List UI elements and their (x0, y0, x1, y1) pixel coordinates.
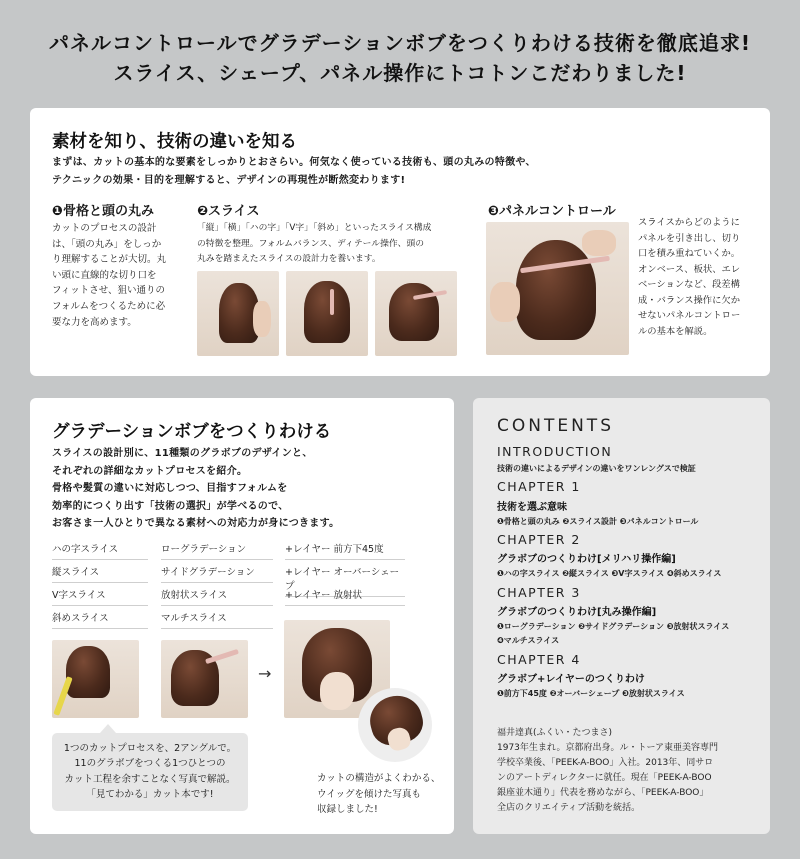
lead-line: 骨格や髪質の違いに対応しつつ、目指すフォルムを (52, 483, 288, 494)
contents-title: CONTENTS (497, 416, 614, 436)
lead-line: まずは、カットの基本的な要素をしっかりとおさらい。何気なく使っている技術も、頭の丸みの特徴や、 (52, 157, 536, 168)
contents-introduction-sub: 技術の違いによるデザインの違いをワンレングスで検証 (497, 464, 696, 473)
lead-line: テクニックの効果・目的を理解すると、デザインの再現性が断然変わります! (52, 175, 406, 186)
text-line: パネルを引き出し、切り (638, 232, 741, 244)
text-line: り理解することが大切。丸 (52, 254, 167, 266)
topic-skeleton-title: ❶骨格と頭の丸み (52, 204, 155, 219)
bio-line: 全店のクリエイティブ活動を統括。 (497, 803, 641, 813)
contents-chapter-3-items-2: ❹マルチスライス (497, 636, 560, 645)
caption-line: 収録しました! (317, 804, 378, 815)
bio-line: ンのアートディレクターに就任。現在「PEEK-A-BOO (497, 773, 712, 783)
list-item: 斜めスライス (52, 610, 148, 629)
contents-card (473, 398, 770, 834)
process-callout (52, 733, 248, 811)
contents-chapter-3: CHAPTER 3 (497, 585, 581, 600)
process-photo-2 (161, 640, 248, 718)
contents-chapter-1: CHAPTER 1 (497, 479, 581, 494)
wig-caption (317, 771, 447, 818)
contents-chapter-3-items: ❶ローグラデーション ❷サイドグラデーション ❸放射状スライス (497, 622, 730, 631)
lead-line: 効率的につくり出す「技術の選択」が学べるので、 (52, 500, 289, 512)
lead-line: スライスの設計別に、11種類のグラボブのデザインと、 (52, 448, 313, 459)
text-line: オンベース、板状、エレ (638, 263, 741, 275)
callout-line: 「見てわかる」カット本です! (86, 788, 214, 800)
callout-line: 1つのカットプロセスを、2アングルで。 (63, 743, 237, 754)
list-item: マルチスライス (161, 610, 273, 629)
bio-line: 銀座並木通り」代表を務めながら、「PEEK-A-BOO」 (497, 788, 709, 798)
bio-line: 1973年生まれ。京都府出身。ル・トーア東亜美容専門 (497, 743, 718, 753)
author-bio (497, 726, 767, 816)
contents-chapter-4: CHAPTER 4 (497, 652, 581, 667)
tilted-wig-photo (358, 688, 432, 762)
graduation-bob-title: グラデーションボブをつくりわける (52, 422, 332, 442)
text-line: の特徴を整理。フォルムバランス、ディテール操作、頭の (197, 238, 425, 249)
text-line: スライスからどのように (638, 217, 740, 228)
topic-panel-title: ❸パネルコントロール (488, 204, 616, 219)
mannequin-photo-2 (286, 271, 368, 356)
caption-line: ウイッグを傾けた写真も (317, 788, 422, 800)
text-line: ベーションなど、段差構 (638, 279, 740, 290)
hero-line-2: スライス、シェープ、パネル操作にトコトンこだわりました! (113, 61, 687, 85)
text-line: ルの基本を解説。 (638, 325, 713, 337)
hero-heading (0, 28, 800, 88)
text-line: フィットさせ、狙い通りの (52, 285, 165, 297)
contents-chapter-4-items: ❶前方下45度 ❷オーバーシェープ ❸放射状スライス (497, 689, 685, 698)
list-item: +レイヤー オーバーシェープ (285, 564, 405, 597)
text-line: は、「頭の丸み」をしっか (52, 238, 162, 250)
contents-chapter-2: CHAPTER 2 (497, 532, 581, 547)
list-item: +レイヤー 前方下45度 (285, 541, 405, 560)
mannequin-photo-1 (197, 271, 279, 356)
bio-line: 福井達真(ふくい・たつまさ) (497, 728, 613, 738)
arrow-icon: → (258, 664, 272, 683)
topic-skeleton-text (52, 221, 182, 330)
fundamentals-card (30, 108, 770, 376)
panel-control-photo (486, 222, 629, 355)
text-line: 「縦」「横」「ハの字」「V字」「斜め」といったスライス構成 (197, 223, 432, 233)
lead-line: お客さま一人ひとりで異なる素材への対応力が身につきます。 (52, 518, 340, 529)
text-line: 丸みを踏まえたスライスの設計力を養います。 (197, 254, 381, 265)
process-photo-1 (52, 640, 139, 718)
text-line: い頭に直線的な切り口を (52, 269, 157, 281)
hero-line-1: パネルコントロールでグラデーションボブをつくりわける技術を徹底追求! (49, 31, 751, 55)
contents-chapter-2-items: ❶ハの字スライス ❷縦スライス ❸V字スライス ❹斜めスライス (497, 569, 722, 578)
callout-line: 11のグラボブをつくる1つひとつの (74, 758, 226, 770)
list-item: +レイヤー 放射状 (285, 587, 405, 606)
text-line: フォルムをつくるために必 (52, 300, 166, 312)
contents-chapter-3-title: グラボブのつくりわけ[丸み操作編] (497, 607, 657, 618)
contents-introduction: INTRODUCTION (497, 444, 613, 459)
text-line: カットのプロセスの設計 (52, 223, 157, 234)
fundamentals-lead (52, 154, 536, 190)
list-item: 縦スライス (52, 564, 148, 583)
fundamentals-title: 素材を知り、技術の違いを知る (52, 132, 297, 152)
text-line: せないパネルコントロー (638, 310, 741, 321)
text-line: 要な力を高めます。 (52, 316, 137, 328)
list-item: V字スライス (52, 587, 148, 606)
graduation-bob-lead (52, 445, 339, 533)
contents-chapter-1-items: ❶骨格と頭の丸み ❷スライス設計 ❸パネルコントロール (497, 517, 699, 526)
lead-line: それぞれの詳細なカットプロセスを紹介。 (52, 465, 248, 477)
list-item: 放射状スライス (161, 587, 273, 606)
list-item: ローグラデーション (161, 541, 273, 560)
list-item: ハの字スライス (52, 541, 148, 560)
caption-line: カットの構造がよくわかる、 (317, 773, 441, 784)
topic-slice-title: ❷スライス (197, 204, 260, 219)
mannequin-photo-3 (375, 271, 457, 356)
topic-panel-text (638, 215, 763, 339)
list-item: サイドグラデーション (161, 564, 273, 583)
callout-line: カット工程を余すことなく写真で解説。 (64, 773, 236, 785)
contents-chapter-1-title: 技術を選ぶ意味 (497, 502, 567, 513)
contents-chapter-2-title: グラボブのつくりわけ[メリハリ操作編] (497, 554, 676, 565)
text-line: 成・バランス操作に欠か (638, 294, 740, 306)
text-line: 口を積み重ねていくか。 (638, 248, 741, 259)
bio-line: 学校卒業後、「PEEK-A-BOO」入社。2013年、同サロ (497, 758, 714, 768)
topic-slice-text (197, 221, 487, 268)
contents-chapter-4-title: グラボブ+レイヤーのつくりわけ (497, 674, 645, 685)
